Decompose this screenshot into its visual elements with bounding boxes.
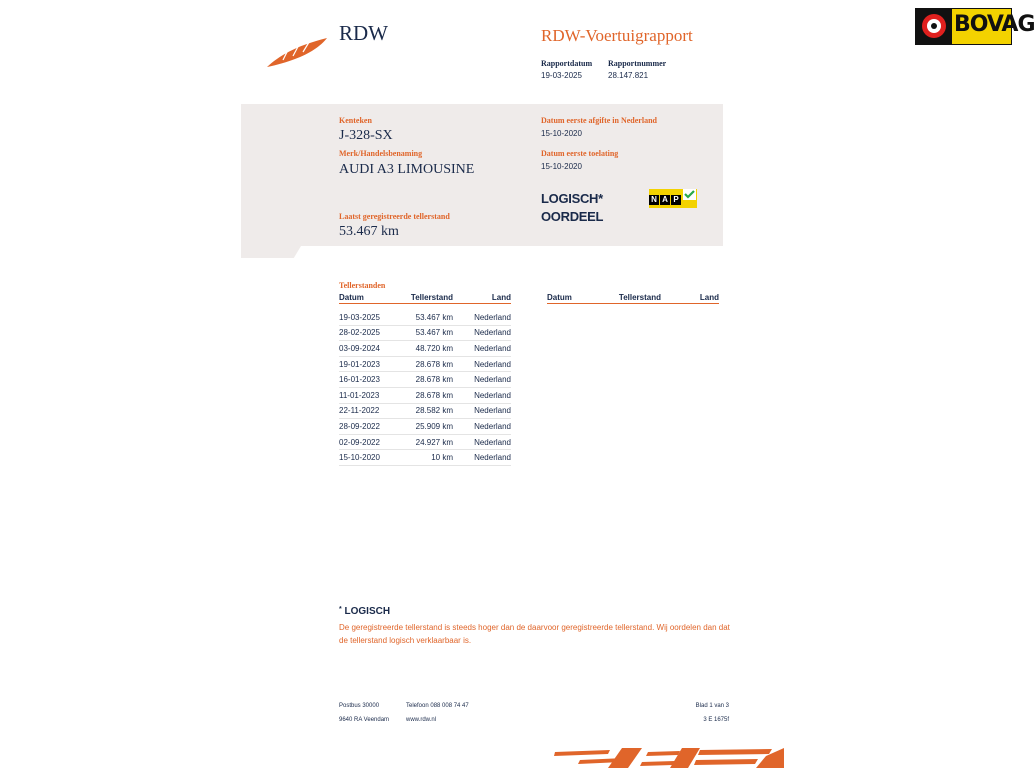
- cell-odometer: 53.467 km: [415, 328, 453, 338]
- report-date-value: 19-03-2025: [541, 71, 582, 80]
- col-date-header: Datum: [339, 293, 364, 302]
- table-row: [339, 326, 511, 342]
- odometer-table: [339, 293, 511, 466]
- bovag-logo: [915, 8, 1035, 45]
- rdw-logo-icon: [265, 34, 331, 70]
- cell-odometer: 53.467 km: [415, 312, 453, 322]
- cell-odometer: 10 km: [431, 453, 453, 463]
- table-row: [339, 435, 511, 451]
- cell-country: Nederland: [474, 453, 511, 463]
- cell-date: 28-02-2025: [339, 328, 380, 338]
- report-date-label: Rapportdatum: [541, 59, 593, 68]
- cell-date: 19-01-2023: [339, 359, 380, 369]
- footnote-title-wrap: [339, 606, 390, 617]
- footer-page: Blad 1 van 3: [695, 703, 729, 709]
- odometer-table-header: [339, 293, 511, 304]
- vehicle-info-band-tab: [241, 246, 301, 258]
- report-title: RDW-Voertuigrapport: [541, 26, 693, 45]
- footer-postbus: Postbus 30000: [339, 703, 380, 709]
- col-odometer-header: Tellerstand: [410, 293, 453, 302]
- make-label: Merk/Handelsbenaming: [339, 149, 423, 158]
- cell-country: Nederland: [474, 390, 511, 400]
- odometer-table-right: [547, 293, 719, 304]
- report-number-label: Rapportnummer: [608, 59, 667, 68]
- cell-date: 28-09-2022: [339, 421, 380, 431]
- table-row: [339, 450, 511, 466]
- first-issue-nl-label: Datum eerste afgifte in Nederland: [541, 116, 657, 125]
- cell-odometer: 24.927 km: [415, 437, 453, 447]
- cell-country: Nederland: [474, 437, 511, 447]
- cell-odometer: 25.909 km: [415, 421, 453, 431]
- footnote-asterisk: *: [339, 606, 342, 613]
- col-odometer-header-right: Tellerstand: [618, 293, 661, 302]
- cell-odometer: 28.582 km: [415, 406, 453, 416]
- cell-odometer: 48.720 km: [415, 343, 453, 353]
- table-row: [339, 372, 511, 388]
- cell-odometer: 28.678 km: [415, 359, 453, 369]
- cell-odometer: 28.678 km: [415, 375, 453, 385]
- odometer-value: 53.467 km: [339, 224, 399, 239]
- col-country-header: Land: [491, 293, 511, 302]
- plate-label: Kenteken: [339, 116, 372, 125]
- brand-name: RDW: [339, 21, 388, 45]
- nap-letter-n: N: [649, 195, 659, 205]
- table-row: [339, 341, 511, 357]
- footnote-text: De geregistreerde tellerstand is steeds hoger dan de daarvoor geregistreerde tellerstand. Wij oordelen dan dat de tellerstand logisch verklaarbaar is.: [339, 623, 730, 645]
- cell-country: Nederland: [474, 421, 511, 431]
- plate-value: J-328-SX: [339, 128, 393, 143]
- cell-country: Nederland: [474, 343, 511, 353]
- first-issue-nl-value: 15-10-2020: [541, 129, 582, 138]
- cell-country: Nederland: [474, 359, 511, 369]
- odometer-table-title: Tellerstanden: [339, 281, 386, 290]
- cell-country: Nederland: [474, 312, 511, 322]
- col-country-header-right: Land: [699, 293, 719, 302]
- table-row: [339, 404, 511, 420]
- verdict-line2: OORDEEL: [541, 209, 604, 224]
- nap-badge: [649, 189, 697, 208]
- bovag-emblem-icon: [916, 9, 952, 44]
- cell-date: 16-01-2023: [339, 375, 380, 385]
- table-row: [339, 357, 511, 373]
- table-row: [339, 388, 511, 404]
- first-admission-value: 15-10-2020: [541, 162, 582, 171]
- cell-date: 15-10-2020: [339, 453, 380, 463]
- odometer-label: Laatst geregistreerde tellerstand: [339, 212, 450, 221]
- cell-date: 22-11-2022: [339, 406, 380, 416]
- nap-letter-a: A: [660, 195, 670, 205]
- odometer-table-right-header: [547, 293, 719, 304]
- verdict-line1: LOGISCH*: [541, 191, 603, 206]
- footer-website: www.rdw.nl: [406, 717, 437, 723]
- nap-check-icon: [683, 189, 696, 200]
- vehicle-info-band: [241, 104, 723, 246]
- cell-odometer: 28.678 km: [415, 390, 453, 400]
- footnote-title: LOGISCH: [344, 606, 391, 617]
- footer-postcode: 9640 RA Veendam: [339, 717, 390, 723]
- col-date-header-right: Datum: [547, 293, 572, 302]
- cell-date: 02-09-2022: [339, 437, 380, 447]
- decorative-stripes-icon: [550, 744, 785, 768]
- report-number-value: 28.147.821: [608, 71, 649, 80]
- cell-date: 03-09-2024: [339, 343, 380, 353]
- footer-code: 3 E 1675f: [703, 717, 729, 723]
- make-value: AUDI A3 LIMOUSINE: [339, 162, 475, 177]
- bovag-text: BOVAG: [954, 12, 1035, 37]
- first-admission-label: Datum eerste toelating: [541, 149, 619, 158]
- table-row: [339, 310, 511, 326]
- footer-phone: Telefoon 088 008 74 47: [406, 703, 469, 709]
- cell-date: 19-03-2025: [339, 312, 380, 322]
- cell-country: Nederland: [474, 406, 511, 416]
- cell-country: Nederland: [474, 328, 511, 338]
- cell-country: Nederland: [474, 375, 511, 385]
- nap-letter-p: P: [671, 195, 681, 205]
- cell-date: 11-01-2023: [339, 390, 380, 400]
- table-row: [339, 419, 511, 435]
